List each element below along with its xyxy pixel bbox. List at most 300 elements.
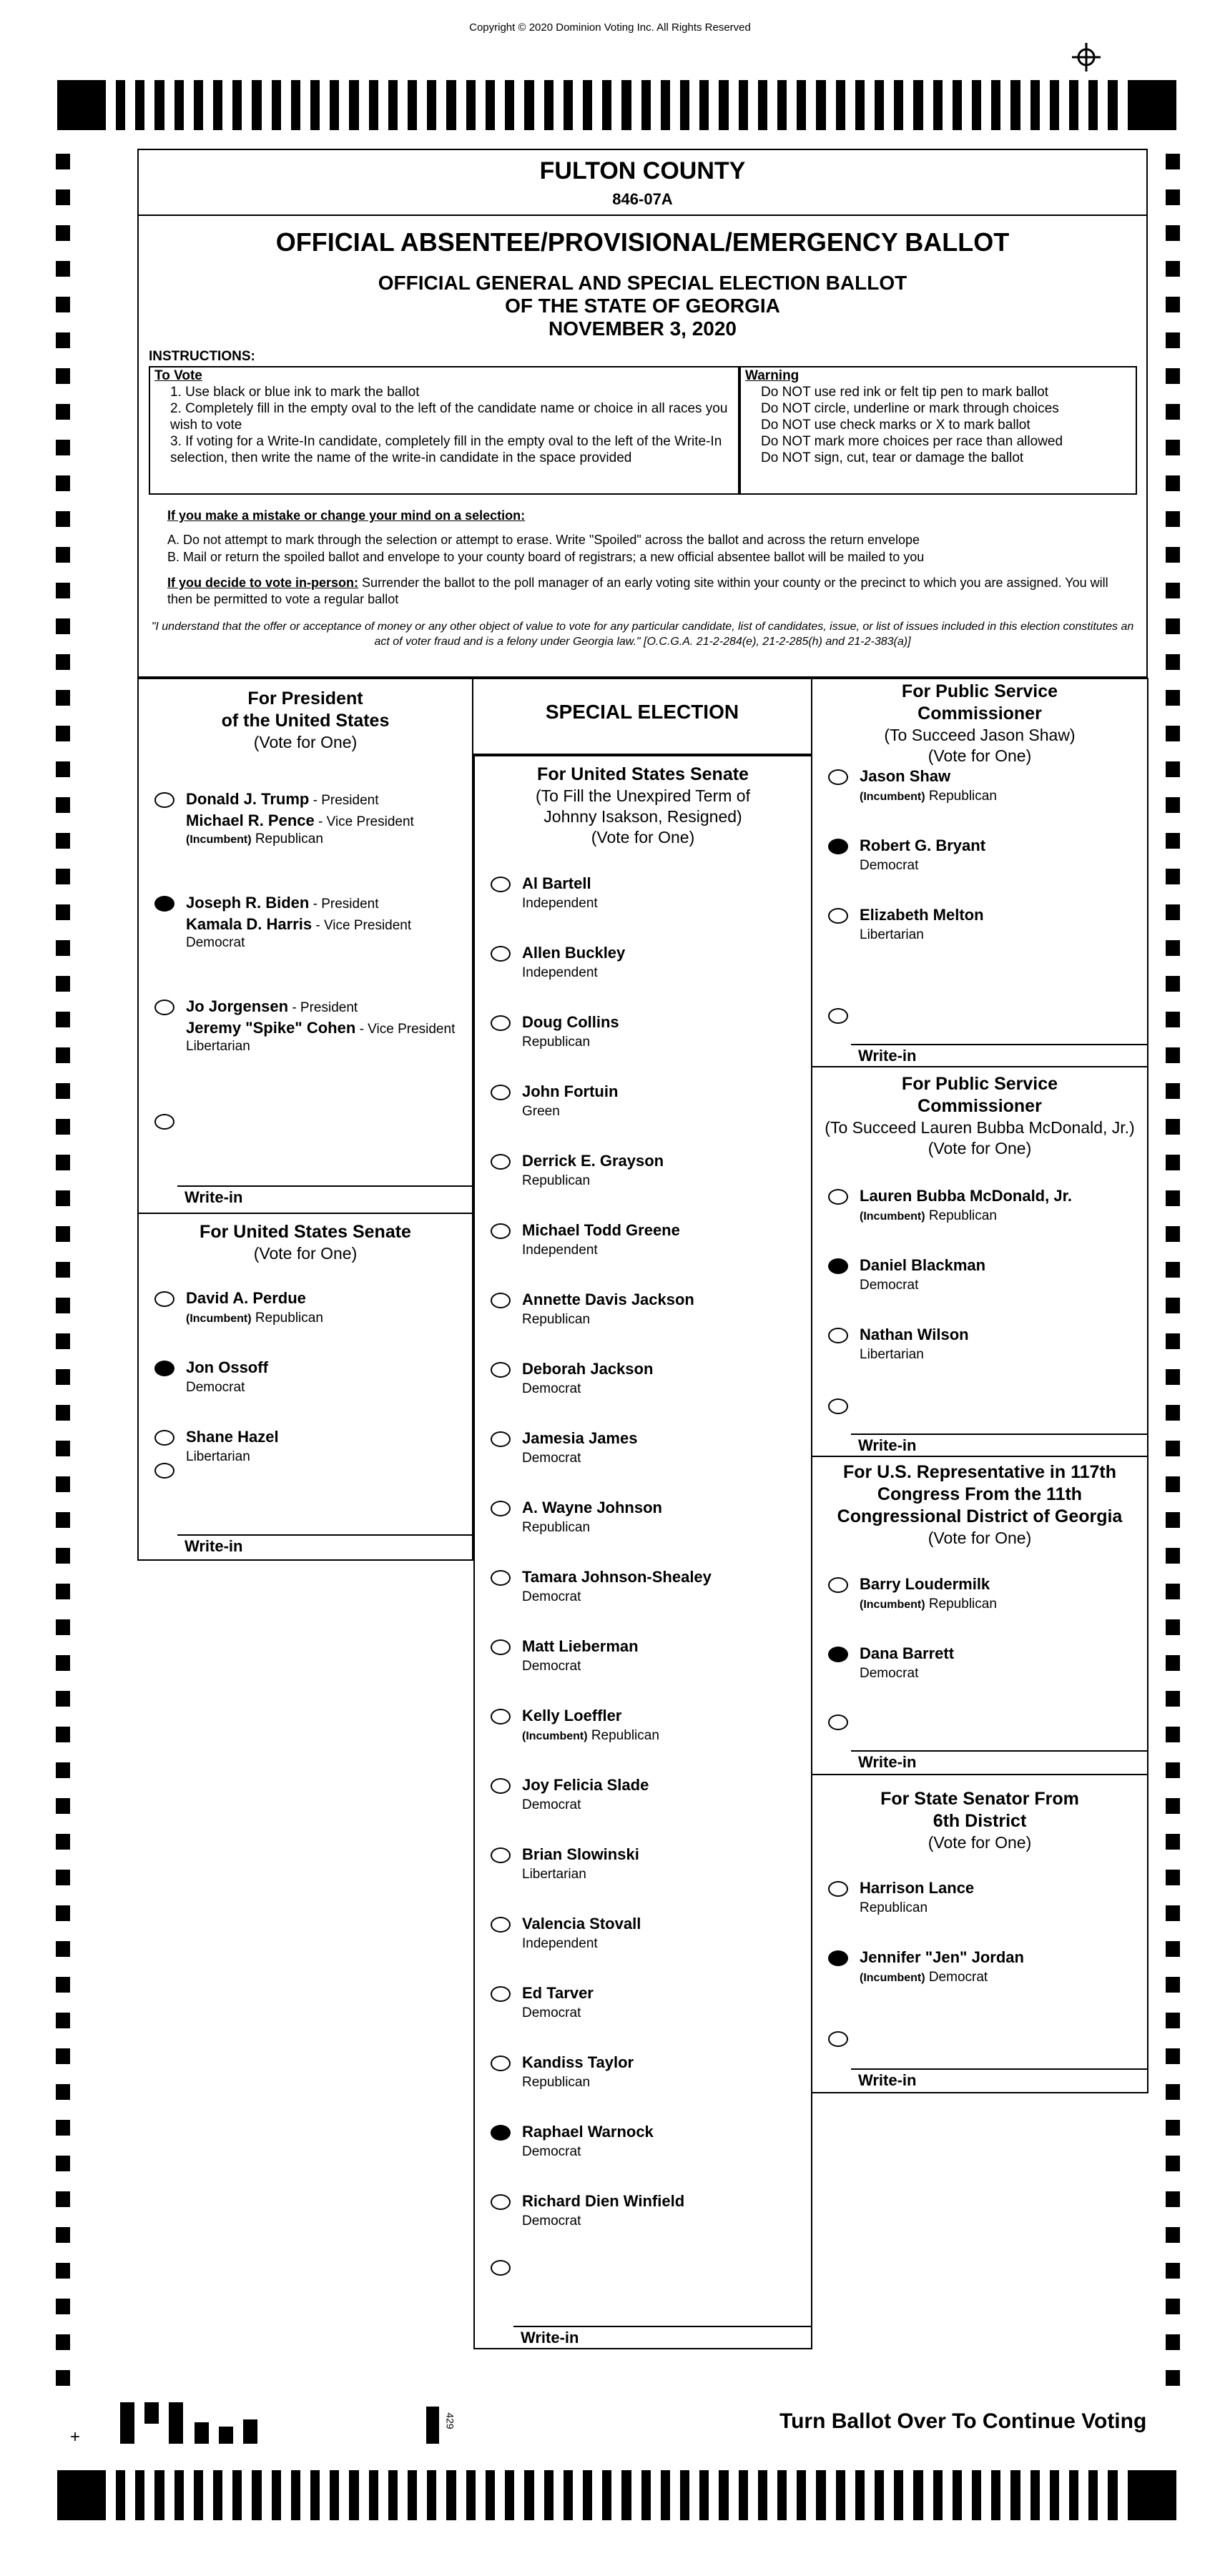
in-person-text: Surrender the ballot to the poll manager of an early voting site within your county or the precinct to which you are assigned. You will then be permitted to vote a regular ballot (167, 576, 1108, 606)
candidate-option[interactable] (475, 871, 811, 935)
candidate-name (522, 874, 591, 894)
timing-mark (544, 80, 554, 130)
mistake-heading: If you make a mistake or change your mind on a selection: (167, 508, 526, 523)
candidate-name (522, 1359, 653, 1379)
timing-square (1166, 1727, 1180, 1742)
timing-square (56, 547, 70, 563)
timing-square (56, 1083, 70, 1099)
candidate-party (860, 1208, 997, 1225)
vote-for-note: (Vote for One) (928, 1139, 1032, 1158)
running-mate-role: - Vice President (355, 1022, 456, 1037)
timing-square (1166, 440, 1180, 455)
vote-oval[interactable] (491, 1501, 511, 1516)
candidate-name-text: Donald J. Trump (186, 790, 310, 808)
vote-oval[interactable] (491, 1986, 511, 2002)
warning-box (739, 366, 1137, 495)
candidate-name (522, 1220, 680, 1240)
vote-oval[interactable] (828, 1328, 848, 1343)
vote-oval[interactable] (491, 1778, 511, 1794)
timing-square (56, 833, 70, 849)
party-name: Democrat (860, 858, 919, 873)
vote-oval[interactable] (491, 1085, 511, 1100)
timing-square (56, 1226, 70, 1242)
candidate-option[interactable] (812, 1641, 1147, 1705)
timing-mark (1030, 2470, 1040, 2520)
barcode-mark (144, 2402, 159, 2424)
timing-square (1166, 797, 1180, 813)
candidate-party (522, 1450, 581, 1467)
candidate-name-text: Jamesia James (522, 1429, 638, 1447)
running-mate-name: Michael R. Pence (186, 811, 315, 829)
party-name: Republican (522, 1520, 591, 1535)
write-in-line[interactable]: Write-in (177, 1185, 472, 1207)
timing-square (56, 1119, 70, 1135)
candidate-option[interactable] (139, 890, 472, 954)
vote-oval[interactable] (491, 1639, 511, 1655)
incumbent-label: (Incumbent) (860, 1210, 925, 1223)
timing-square (1166, 940, 1180, 956)
candidate-option[interactable] (475, 1911, 811, 1975)
race-title: Congressional District of Georgia (837, 1506, 1123, 1526)
election-title: OFFICIAL GENERAL AND SPECIAL ELECTION BALLOT (378, 272, 907, 294)
timing-square (56, 1798, 70, 1814)
timing-square (1166, 2334, 1180, 2350)
timing-mark (486, 2470, 495, 2520)
candidate-party (860, 857, 918, 874)
vote-oval[interactable] (491, 946, 511, 962)
candidate-name-text: Allen Buckley (522, 944, 626, 962)
candidate-party (522, 2213, 581, 2230)
candidate-name-text: David A. Perdue (186, 1289, 306, 1307)
vote-oval[interactable] (491, 1709, 511, 1724)
candidate-option[interactable] (475, 1010, 811, 1074)
timing-square (1166, 1441, 1180, 1456)
candidate-name (522, 1567, 712, 1587)
candidate-option[interactable] (475, 1287, 811, 1351)
timing-mark (349, 2470, 358, 2520)
candidate-option[interactable] (812, 902, 1147, 967)
timing-mark (602, 80, 611, 130)
write-in-line[interactable]: Write-in (851, 1750, 1147, 1772)
timing-mark (972, 2470, 981, 2520)
candidate-name-text: Ed Tarver (522, 1984, 594, 2002)
timing-mark (330, 80, 339, 130)
timing-square (1166, 1619, 1180, 1635)
vote-oval[interactable] (491, 2194, 511, 2210)
timing-mark (564, 80, 573, 130)
timing-square (56, 189, 70, 205)
timing-square (1166, 475, 1180, 491)
barcode-mark (120, 2402, 134, 2444)
candidate-option[interactable] (475, 1426, 811, 1490)
timing-mark (602, 2470, 611, 2520)
timing-square (1166, 1369, 1180, 1385)
candidate-name (860, 1255, 985, 1275)
vote-oval[interactable] (828, 1398, 848, 1414)
vote-oval[interactable] (828, 908, 848, 924)
timing-mark (505, 80, 514, 130)
to-vote-heading: To Vote (154, 368, 202, 383)
timing-mark (816, 2470, 825, 2520)
timing-mark (855, 2470, 865, 2520)
warning-item: Do NOT use check marks or X to mark ballot (761, 418, 1030, 433)
candidate-option[interactable] (812, 1945, 1147, 2009)
candidate-option[interactable] (475, 1356, 811, 1421)
running-mate-name: Jeremy "Spike" Cohen (186, 1019, 356, 1037)
timing-mark (621, 2470, 631, 2520)
timing-square (56, 297, 70, 312)
write-in-line[interactable]: Write-in (513, 2326, 811, 2347)
special-election-heading-box (473, 678, 812, 755)
race-title: Commissioner (918, 704, 1042, 724)
write-in-line[interactable]: Write-in (177, 1534, 472, 1556)
candidate-party (860, 1665, 918, 1682)
vote-oval[interactable] (491, 1223, 511, 1239)
candidate-name-text: Barry Loudermilk (860, 1575, 990, 1593)
candidate-name (186, 1358, 268, 1378)
candidate-party (186, 1379, 245, 1396)
candidate-option[interactable] (475, 2188, 811, 2253)
instructions-section (137, 349, 1148, 678)
vote-oval[interactable] (491, 1362, 511, 1378)
candidate-party (522, 1866, 586, 1883)
timing-square (56, 440, 70, 455)
candidate-name (186, 789, 414, 832)
candidate-option[interactable] (812, 1183, 1147, 1248)
warning-item: Do NOT use red ink or felt tip pen to mark ballot (761, 385, 1048, 400)
vote-oval[interactable] (491, 1431, 511, 1447)
candidate-option[interactable] (475, 1148, 811, 1213)
timing-mark (1088, 2470, 1098, 2520)
candidate-name-text: Joseph R. Biden (186, 894, 310, 912)
timing-mark (855, 80, 865, 130)
candidate-name (522, 2053, 634, 2073)
to-vote-step-2: 2. Completely fill in the empty oval to the left of the candidate name or choice in all races you wish to vote (170, 401, 728, 433)
timing-mark (291, 80, 300, 130)
vote-oval-filled[interactable] (828, 1647, 848, 1662)
candidate-name (186, 1427, 279, 1447)
vote-oval-filled[interactable] (154, 896, 174, 912)
registration-plus-icon: + (70, 2427, 81, 2447)
timing-mark (1050, 2470, 1059, 2520)
timing-square (1166, 1226, 1180, 1242)
vote-oval[interactable] (154, 1463, 174, 1479)
candidate-option[interactable] (475, 1218, 811, 1282)
party-name: Democrat (186, 935, 245, 950)
candidate-name-text: Dana Barrett (860, 1644, 955, 1662)
race-psc-mcdonald (812, 1067, 1148, 1457)
party-name: Democrat (186, 1380, 245, 1395)
candidate-name-text: Joy Felicia Slade (522, 1776, 649, 1794)
barcode-mark (169, 2402, 183, 2444)
candidate-option[interactable] (812, 1322, 1147, 1386)
candidate-option[interactable] (475, 940, 811, 1005)
timing-mark (641, 2470, 651, 2520)
race-title: For United States Senate (537, 764, 749, 784)
timing-mark (369, 80, 378, 130)
timing-mark (232, 80, 242, 130)
timing-mark (758, 2470, 767, 2520)
candidate-name-text: Jo Jorgensen (186, 997, 289, 1015)
vote-for-note: (Vote for One) (928, 1833, 1032, 1852)
race-title: For U.S. Representative in 117th (842, 1462, 1117, 1482)
party-name: Democrat (522, 1451, 581, 1466)
timing-square (1166, 225, 1180, 241)
candidate-option[interactable] (139, 1285, 472, 1350)
candidate-party (186, 934, 245, 952)
vote-oval[interactable] (154, 1114, 174, 1130)
candidate-option[interactable] (812, 833, 1147, 897)
race-title: For Public Service (901, 681, 1058, 701)
timing-square (56, 1369, 70, 1385)
timing-square (1166, 618, 1180, 634)
candidate-name-text: Nathan Wilson (860, 1326, 969, 1343)
candidate-name (522, 1012, 619, 1032)
timing-square (56, 618, 70, 634)
timing-square (56, 869, 70, 884)
party-name: Green (522, 1104, 560, 1119)
timing-mark (933, 80, 943, 130)
candidate-option[interactable] (139, 786, 472, 851)
timing-square (56, 583, 70, 598)
vote-oval[interactable] (828, 1189, 848, 1205)
vote-oval-filled[interactable] (828, 839, 848, 854)
candidate-option[interactable] (475, 1842, 811, 1906)
race-title: For State Senator From (880, 1789, 1079, 1809)
timing-mark (252, 2470, 261, 2520)
timing-mark (408, 2470, 417, 2520)
barcode-mark (195, 2422, 209, 2444)
candidate-option[interactable] (812, 764, 1147, 828)
vote-oval[interactable] (491, 1015, 511, 1031)
candidate-option[interactable] (139, 994, 472, 1058)
candidate-option[interactable] (139, 1355, 472, 1419)
candidate-role: - President (309, 793, 379, 808)
vote-oval[interactable] (491, 1293, 511, 1308)
timing-mark (194, 2470, 203, 2520)
candidate-name-text: Elizabeth Melton (860, 906, 984, 924)
candidate-name-text: Jon Ossoff (186, 1358, 268, 1376)
candidate-option[interactable] (475, 1079, 811, 1143)
timing-square (1166, 654, 1180, 670)
write-in-option[interactable] (475, 2254, 811, 2319)
to-vote-step-1: 1. Use black or blue ink to mark the ballot (170, 385, 420, 400)
vote-oval[interactable] (491, 1154, 511, 1170)
timing-square (56, 2048, 70, 2064)
candidate-name-text: Shane Hazel (186, 1428, 279, 1446)
vote-oval-filled[interactable] (828, 1950, 848, 1966)
running-mate-name: Kamala D. Harris (186, 915, 313, 933)
party-name: Republican (522, 2075, 591, 2090)
fraud-oath: "I understand that the offer or acceptance of money or any other object of value to vote for any particular candidate, list of candidates, issue, or list of issues included in this election constitutes an act of voter fraud and is a felony under Georgia law." [O.C.G.A. 21-2-284(e), 21-2-285(h) and 21-2-383(a)] (151, 621, 1134, 648)
timing-mark (174, 80, 184, 130)
candidate-name (860, 766, 950, 786)
timing-square (56, 261, 70, 277)
vote-oval[interactable] (491, 2260, 511, 2276)
timing-square (1166, 761, 1180, 777)
candidate-name-text: Michael Todd Greene (522, 1221, 680, 1239)
candidate-option[interactable] (475, 1703, 811, 1767)
timing-mark (621, 80, 631, 130)
timing-mark (875, 2470, 884, 2520)
race-special-senate (473, 755, 812, 2349)
vote-oval[interactable] (828, 1881, 848, 1897)
timing-mark (330, 2470, 339, 2520)
candidate-option[interactable] (475, 1495, 811, 1559)
vote-oval[interactable] (491, 2056, 511, 2071)
vote-oval[interactable] (154, 1000, 174, 1015)
timing-square (1166, 833, 1180, 849)
candidate-name (186, 893, 411, 936)
candidate-party (522, 1727, 659, 1745)
candidate-option[interactable] (475, 1564, 811, 1629)
timing-square (56, 475, 70, 491)
candidate-name (522, 1983, 594, 2003)
candidate-option[interactable] (812, 1875, 1147, 1940)
timing-mark (446, 80, 456, 130)
vote-oval[interactable] (828, 2031, 848, 2047)
write-in-option[interactable] (139, 1457, 472, 1521)
timing-mark (836, 80, 845, 130)
timing-mark (427, 2470, 436, 2520)
timing-square (1166, 2084, 1180, 2100)
vote-oval[interactable] (828, 1008, 848, 1024)
race-state-senate (812, 1775, 1148, 2093)
timing-square (1166, 2013, 1180, 2028)
instructions-title: INSTRUCTIONS: (149, 349, 255, 364)
candidate-name (522, 1775, 649, 1795)
timing-square (56, 1905, 70, 1921)
candidate-name (522, 1845, 639, 1865)
party-name: Republican (522, 1312, 591, 1327)
timing-square (1166, 1047, 1180, 1063)
election-date: NOVEMBER 3, 2020 (548, 317, 737, 340)
vote-oval[interactable] (154, 792, 174, 808)
candidate-name (186, 997, 455, 1040)
barcode-mark (219, 2427, 233, 2444)
ballot-code: 846-07A (612, 190, 673, 208)
vote-oval-filled[interactable] (828, 1258, 848, 1274)
candidate-name (522, 1498, 662, 1518)
timing-mark (661, 80, 670, 130)
candidate-party (522, 1103, 560, 1120)
timing-mark (875, 80, 884, 130)
timing-square (1166, 1190, 1180, 1206)
write-in-line[interactable]: Write-in (851, 2068, 1147, 2090)
vote-oval[interactable] (154, 1291, 174, 1307)
timing-square (56, 1691, 70, 1707)
party-name: Democrat (522, 1797, 581, 1812)
candidate-name (860, 1644, 954, 1664)
timing-square (1166, 1012, 1180, 1027)
party-name: Democrat (925, 1970, 988, 1985)
race-title: Congress From the 11th (877, 1484, 1083, 1504)
timing-square (56, 1012, 70, 1027)
party-name: Independent (522, 1936, 598, 1951)
timing-square (56, 976, 70, 992)
vote-oval[interactable] (491, 1847, 511, 1863)
timing-square (1166, 2370, 1180, 2386)
party-name: Republican (587, 1728, 659, 1743)
timing-mark (446, 2470, 456, 2520)
vote-oval[interactable] (491, 1917, 511, 1933)
candidate-option[interactable] (475, 1772, 811, 1837)
timing-square (56, 404, 70, 420)
candidate-name-text: A. Wayne Johnson (522, 1499, 662, 1516)
in-person-heading: If you decide to vote in-person: (167, 576, 359, 590)
write-in-line[interactable]: Write-in (851, 1044, 1147, 1065)
candidate-name-text: John Fortuin (522, 1082, 619, 1100)
timing-square (1166, 1584, 1180, 1599)
timing-square (56, 1834, 70, 1850)
timing-mark (194, 80, 203, 130)
race-psc-shaw (812, 678, 1148, 1067)
timing-mark (758, 80, 767, 130)
candidate-name (522, 943, 625, 963)
timing-mark (894, 2470, 903, 2520)
vote-oval[interactable] (154, 1430, 174, 1446)
race-note: (To Succeed Jason Shaw) (884, 726, 1076, 744)
vote-oval[interactable] (828, 769, 848, 785)
candidate-option[interactable] (812, 1253, 1147, 1317)
party-name: Democrat (522, 1589, 581, 1604)
party-name: Democrat (860, 1666, 919, 1681)
timing-mark (816, 80, 825, 130)
timing-square (1166, 1512, 1180, 1528)
party-name: Libertarian (860, 1347, 924, 1362)
candidate-name-text: Richard Dien Winfield (522, 2192, 685, 2210)
race-title: Commissioner (918, 1096, 1042, 1116)
candidate-name (522, 1428, 637, 1449)
candidate-name (522, 1706, 621, 1726)
timing-mark (232, 2470, 242, 2520)
candidate-option[interactable] (812, 1571, 1147, 1636)
timing-square (56, 1762, 70, 1778)
candidate-name-text: Brian Slowinski (522, 1845, 639, 1863)
timing-mark (116, 80, 125, 130)
vote-oval[interactable] (491, 1570, 511, 1586)
timing-mark (154, 2470, 164, 2520)
warning-heading: Warning (745, 368, 800, 383)
timing-square (56, 797, 70, 813)
candidate-option[interactable] (475, 2050, 811, 2114)
timing-mark (1010, 80, 1020, 130)
party-name: Libertarian (186, 1449, 250, 1464)
left-timing-marks (56, 0, 70, 2576)
timing-mark (739, 80, 748, 130)
candidate-option[interactable] (475, 2119, 811, 2183)
vote-oval[interactable] (828, 1714, 848, 1730)
candidate-name-text: Lauren Bubba McDonald, Jr. (860, 1187, 1073, 1205)
timing-square (56, 332, 70, 348)
timing-square (1166, 1655, 1180, 1671)
write-in-option[interactable] (139, 1108, 472, 1173)
write-in-line[interactable]: Write-in (851, 1433, 1147, 1455)
timing-mark (699, 2470, 709, 2520)
candidate-option[interactable] (475, 1634, 811, 1698)
vote-oval[interactable] (828, 1577, 848, 1593)
header-divider (139, 214, 1146, 216)
vote-oval[interactable] (491, 877, 511, 892)
timing-square (1166, 976, 1180, 992)
timing-square (56, 2263, 70, 2279)
timing-square (1166, 368, 1180, 384)
candidate-option[interactable] (475, 1980, 811, 2045)
vote-oval-filled[interactable] (491, 2125, 511, 2141)
vote-oval-filled[interactable] (154, 1361, 174, 1376)
candidate-name (522, 2191, 684, 2211)
incumbent-label: (Incumbent) (186, 1313, 252, 1325)
